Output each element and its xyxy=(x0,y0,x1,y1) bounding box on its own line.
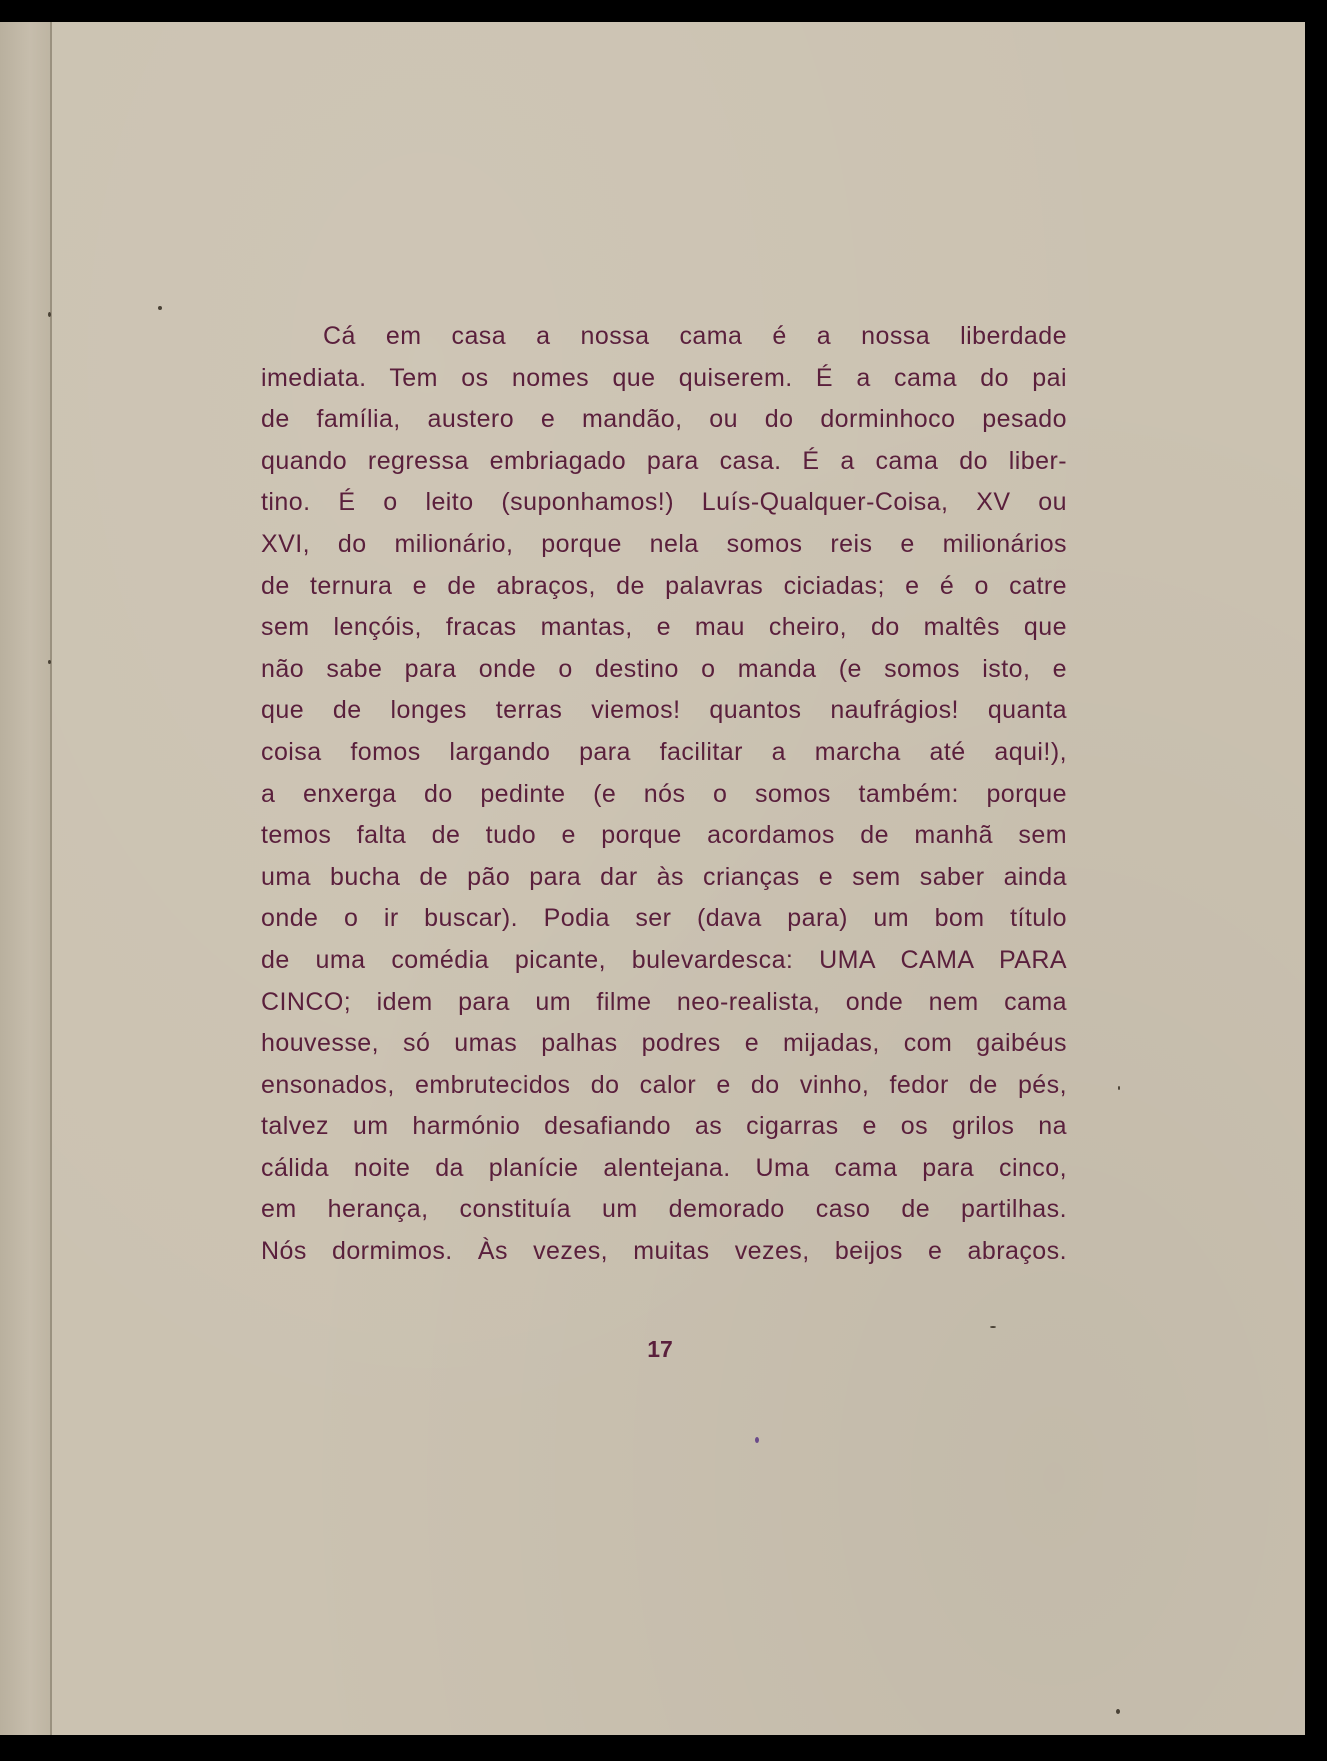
paper-speck xyxy=(158,306,162,310)
book-spine xyxy=(0,22,51,1735)
page-edge xyxy=(50,22,52,1735)
text-line: Nós dormimos. Às vezes, muitas vezes, beijos e abraços. xyxy=(261,1237,1067,1266)
text-line: cálida noite da planície alentejana. Uma cama para cinco, xyxy=(261,1153,1067,1182)
text-line: imediata. Tem os nomes que quiserem. É a cama do pai xyxy=(261,363,1067,392)
text-line: talvez um harmónio desafiando as cigarras e os grilos na xyxy=(261,1112,1067,1141)
text-line: que de longes terras viemos! quantos naufrágios! quanta xyxy=(261,696,1067,725)
paper-speck xyxy=(990,1326,996,1328)
text-line: onde o ir buscar). Podia ser (dava para) um bom título xyxy=(261,904,1067,933)
paper-speck xyxy=(755,1437,759,1443)
text-line: de uma comédia picante, bulevardesca: UMA CAMA PARA xyxy=(261,945,1067,974)
page-number: 17 xyxy=(647,1336,673,1362)
paper-speck xyxy=(48,312,51,317)
text-line: uma bucha de pão para dar às crianças e sem saber ainda xyxy=(261,862,1067,891)
text-line: Cá em casa a nossa cama é a nossa liberdade xyxy=(323,322,1067,350)
text-line: XVI, do milionário, porque nela somos reis e milionários xyxy=(261,529,1067,558)
text-line: coisa fomos largando para facilitar a marcha até aqui!), xyxy=(261,737,1067,766)
text-line: tino. É o leito (suponhamos!) Luís-Qualquer-Coisa, XV ou xyxy=(261,488,1067,517)
text-line: de ternura e de abraços, de palavras ciciadas; e é o catre xyxy=(261,571,1067,600)
text-line: não sabe para onde o destino o manda (e somos isto, e xyxy=(261,654,1067,683)
paper-speck xyxy=(1118,1086,1120,1090)
paper-speck xyxy=(48,660,51,664)
text-line: houvesse, só umas palhas podres e mijadas, com gaibéus xyxy=(261,1029,1067,1058)
text-line: ensonados, embrutecidos do calor e do vinho, fedor de pés, xyxy=(261,1070,1067,1099)
text-line: em herança, constituía um demorado caso de partilhas. xyxy=(261,1195,1067,1224)
text-line: temos falta de tudo e porque acordamos de manhã sem xyxy=(261,821,1067,850)
paper-speck xyxy=(1116,1709,1120,1714)
text-line: sem lençóis, fracas mantas, e mau cheiro, do maltês que xyxy=(261,613,1067,642)
text-line: CINCO; idem para um filme neo-realista, onde nem cama xyxy=(261,987,1067,1016)
text-line: a enxerga do pedinte (e nós o somos também: porque xyxy=(261,779,1067,808)
body-text xyxy=(261,316,1067,1273)
text-line: quando regressa embriagado para casa. É a cama do liber- xyxy=(261,446,1067,475)
text-line: de família, austero e mandão, ou do dorminhoco pesado xyxy=(261,405,1067,434)
